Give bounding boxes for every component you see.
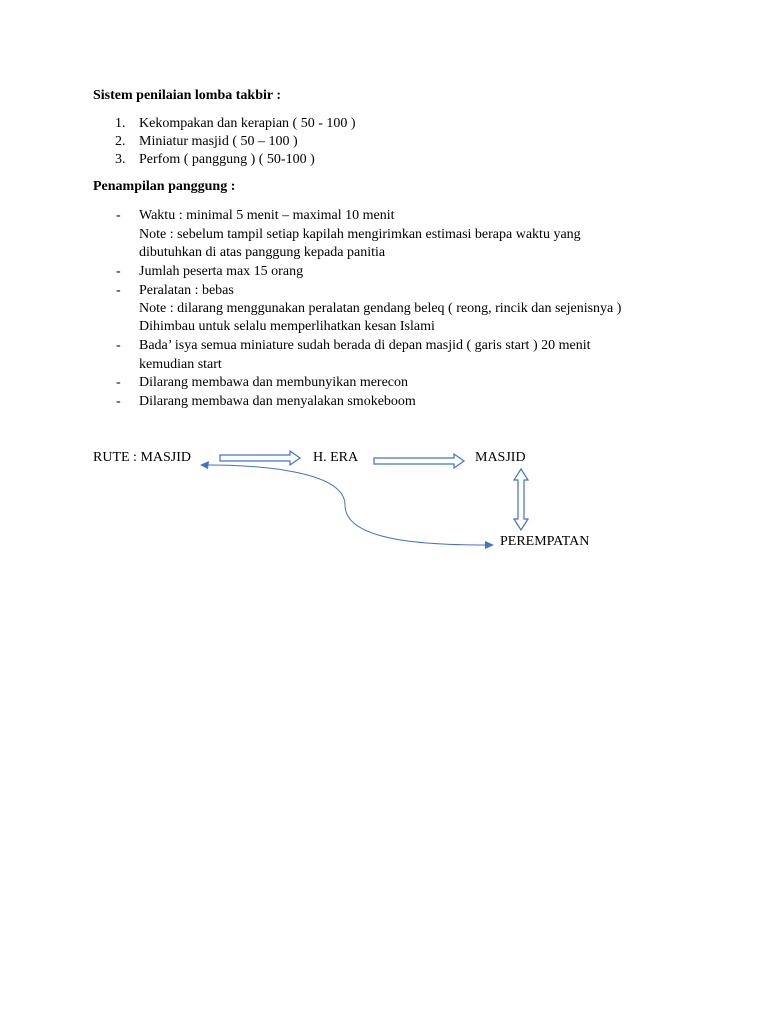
arrowhead-left-icon xyxy=(200,461,209,469)
route-start-label: RUTE : MASJID xyxy=(93,450,192,465)
item-number: 2. xyxy=(115,134,126,149)
item-text: Jumlah peserta max 15 orang xyxy=(139,264,304,279)
bullet-dash: - xyxy=(116,338,121,353)
item-text: Dilarang membawa dan menyalakan smokeboom xyxy=(139,394,416,409)
bullet-dash: - xyxy=(116,375,121,390)
bullet-dash: - xyxy=(116,394,121,409)
item-text: Miniatur masjid ( 50 – 100 ) xyxy=(139,134,298,149)
item-text: Note : sebelum tampil setiap kapilah mengirimkan estimasi berapa waktu yang xyxy=(139,227,581,242)
route-junction-label: PEREMPATAN xyxy=(500,534,590,549)
bullet-dash: - xyxy=(116,208,121,223)
item-text: Peralatan : bebas xyxy=(139,283,234,298)
item-text: dibutuhkan di atas panggung kepada panitia xyxy=(139,245,386,260)
item-text: Waktu : minimal 5 menit – maximal 10 menit xyxy=(139,208,395,223)
bullet-dash: - xyxy=(116,283,121,298)
route-mid-label: H. ERA xyxy=(313,450,359,465)
item-text: Dilarang membawa dan membunyikan merecon xyxy=(139,375,409,390)
item-number: 1. xyxy=(115,116,126,131)
bullet-dash: - xyxy=(116,264,121,279)
block-arrow-updown-icon xyxy=(514,469,528,530)
item-text: Dihimbau untuk selalu memperlihatkan kesan Islami xyxy=(139,319,435,334)
item-text: Kekompakan dan kerapian ( 50 - 100 ) xyxy=(139,116,356,131)
item-text: kemudian start xyxy=(139,357,222,372)
item-number: 3. xyxy=(115,152,126,167)
block-arrow-right-icon xyxy=(374,454,464,468)
item-text: Perfom ( panggung ) ( 50-100 ) xyxy=(139,152,315,167)
item-text: Note : dilarang menggunakan peralatan gendang beleq ( reong, rincik dan sejenisnya ) xyxy=(139,301,622,316)
stage-heading: Penampilan panggung : xyxy=(93,179,236,194)
item-text: Bada’ isya semua miniature sudah berada di depan masjid ( garis start ) 20 menit xyxy=(139,338,591,353)
arrowhead-right-icon xyxy=(485,541,494,549)
block-arrow-right-icon xyxy=(220,451,300,465)
curved-return-line xyxy=(207,465,485,545)
scoring-heading: Sistem penilaian lomba takbir : xyxy=(93,88,281,103)
route-end-label: MASJID xyxy=(475,450,526,465)
